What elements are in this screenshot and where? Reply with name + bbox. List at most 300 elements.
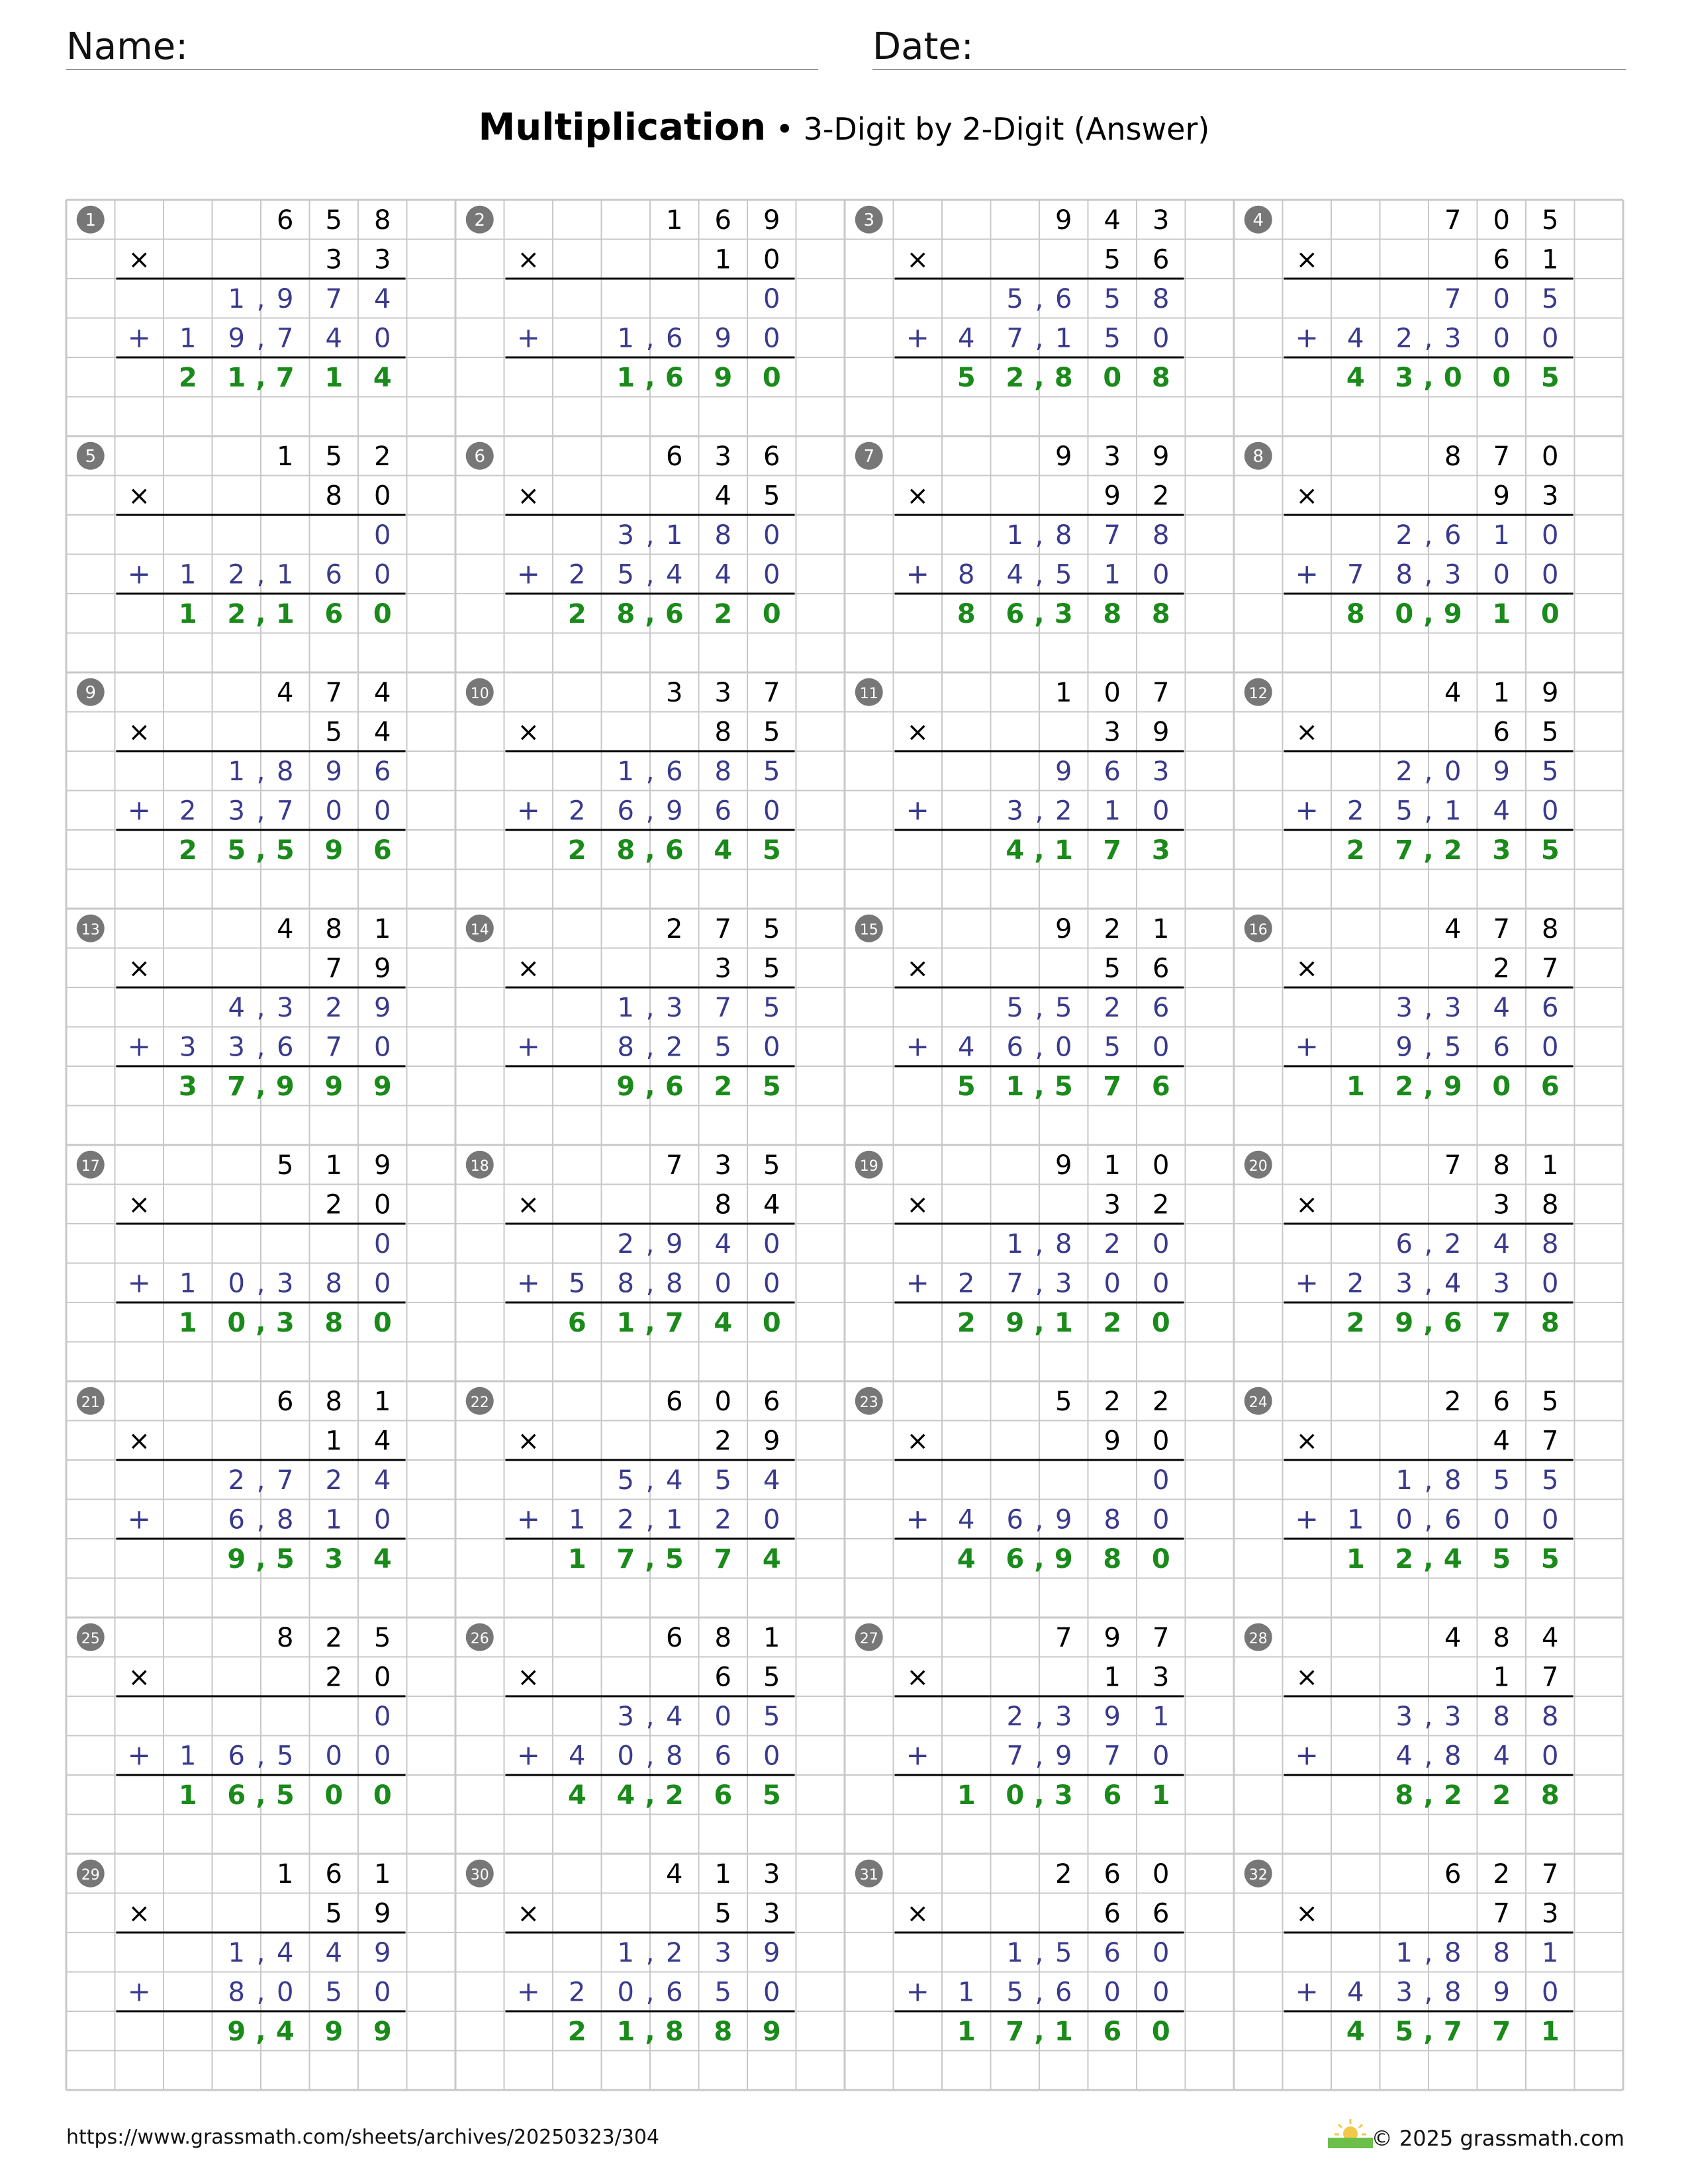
times-sign: ×	[517, 1189, 540, 1220]
partial-product-2-digit: 4	[1493, 1741, 1510, 1772]
answer-digit: 9	[1054, 1543, 1073, 1574]
multiplicand-digit: 6	[325, 1858, 342, 1889]
partial-product-1-digit: 3	[617, 1701, 634, 1732]
partial-product-2-digit: 6	[1493, 1032, 1510, 1063]
multiplicand-digit: 4	[277, 913, 294, 944]
answer-digit: 5	[762, 1071, 781, 1102]
partial-product-2-digit: 9	[1055, 1504, 1072, 1535]
multiplicand-digit: 6	[277, 205, 294, 236]
partial-product-2-digit: 3	[1395, 1977, 1413, 2008]
answer-digit: 2	[178, 835, 197, 866]
multiplicand-digit: 3	[666, 677, 683, 708]
partial-product-1-comma: ,	[645, 520, 655, 551]
partial-product-1-digit: 9	[1493, 756, 1510, 787]
partial-product-1-digit: 1	[228, 756, 245, 787]
answer-digit: 6	[665, 1071, 684, 1102]
answer-digit: 1	[1540, 2016, 1560, 2047]
partial-product-1-digit: 3	[714, 1937, 731, 1968]
partial-product-1-digit: 1	[666, 520, 683, 551]
partial-product-2-digit: 2	[1347, 796, 1364, 827]
answer-digit: 4	[1006, 835, 1025, 866]
plus-sign: +	[906, 1739, 929, 1772]
partial-product-2-comma: ,	[1424, 1977, 1433, 2008]
answer-digit: 9	[324, 2016, 344, 2047]
answer-digit: 1	[1151, 1780, 1170, 1811]
partial-product-2-digit: 4	[1347, 323, 1364, 354]
multiplier-digit: 5	[763, 953, 780, 984]
partial-product-1-digit: 0	[763, 1228, 780, 1259]
answer-digit: 0	[373, 1780, 392, 1811]
partial-product-2-digit: 2	[179, 796, 197, 827]
times-sign: ×	[128, 1662, 151, 1693]
partial-product-2-digit: 0	[1542, 796, 1559, 827]
multiplier-digit: 3	[325, 244, 342, 275]
answer-digit: 6	[665, 835, 684, 866]
problem-number: 31	[859, 1866, 878, 1884]
multiplier-digit: 2	[1152, 480, 1170, 512]
answer-comma: ,	[645, 598, 655, 629]
answer-digit: 4	[957, 1543, 976, 1574]
partial-product-2-digit: 1	[666, 1504, 683, 1535]
answer-digit: 6	[1103, 1780, 1122, 1811]
problem-number: 18	[470, 1158, 489, 1175]
multiplier-digit: 9	[763, 1426, 780, 1457]
multiplier-digit: 5	[763, 1662, 780, 1693]
multiplier-digit: 4	[374, 717, 391, 748]
multiplicand-digit: 6	[763, 1386, 780, 1417]
answer-digit: 5	[957, 1071, 976, 1102]
answer-digit: 5	[275, 1780, 295, 1811]
answer-digit: 1	[957, 1780, 976, 1811]
multiplier-digit: 2	[714, 1426, 731, 1457]
multiplier-digit: 3	[1152, 1662, 1170, 1693]
partial-product-2-comma: ,	[256, 1032, 265, 1063]
partial-product-1-digit: 0	[1444, 756, 1462, 787]
plus-sign: +	[906, 1502, 929, 1535]
problem-number: 30	[470, 1866, 489, 1884]
answer-digit: 7	[1443, 2016, 1462, 2047]
partial-product-1-digit: 3	[1395, 1701, 1413, 1732]
partial-product-2-digit: 0	[1152, 1032, 1170, 1063]
answer-comma: ,	[256, 1543, 266, 1574]
answer-digit: 4	[373, 1543, 392, 1574]
multiplicand-digit: 1	[763, 1622, 780, 1653]
answer-digit: 8	[1151, 362, 1170, 393]
partial-product-2-digit: 1	[1103, 796, 1121, 827]
partial-product-1-comma: ,	[645, 756, 655, 787]
problem-number: 8	[1252, 446, 1264, 467]
multiplicand-digit: 1	[374, 913, 391, 944]
answer-digit: 7	[1103, 1071, 1122, 1102]
answer-digit: 8	[616, 598, 635, 629]
multiplier-digit: 4	[1493, 1426, 1510, 1457]
partial-product-2-digit: 5	[1055, 559, 1072, 590]
partial-product-2-digit: 4	[714, 559, 731, 590]
multiplier-digit: 4	[714, 480, 731, 512]
partial-product-1-digit: 0	[374, 1701, 391, 1732]
partial-product-2-digit: 0	[228, 1268, 245, 1299]
partial-product-2-digit: 3	[1444, 323, 1462, 354]
partial-product-2-digit: 1	[179, 1268, 197, 1299]
plus-sign: +	[1295, 1030, 1319, 1063]
times-sign: ×	[128, 1189, 151, 1220]
partial-product-1-digit: 7	[714, 992, 731, 1023]
partial-product-1-digit: 1	[1152, 1701, 1170, 1732]
partial-product-2-digit: 4	[1395, 1741, 1413, 1772]
multiplicand-digit: 9	[1055, 913, 1072, 944]
multiplicand-digit: 6	[277, 1386, 294, 1417]
partial-product-1-digit: 2	[1395, 520, 1413, 551]
answer-digit: 3	[275, 1307, 295, 1338]
partial-product-2-digit: 4	[1444, 1268, 1462, 1299]
problem-number: 6	[474, 446, 486, 467]
partial-product-2-digit: 4	[325, 323, 342, 354]
answer-digit: 5	[957, 362, 976, 393]
answer-digit: 7	[665, 1307, 684, 1338]
partial-product-1-comma: ,	[1035, 1701, 1044, 1732]
multiplicand-digit: 5	[1055, 1386, 1072, 1417]
answer-comma: ,	[1423, 598, 1434, 629]
multiplicand-digit: 3	[714, 1150, 731, 1181]
multiplicand-digit: 2	[1103, 913, 1121, 944]
multiplier-digit: 5	[325, 717, 342, 748]
multiplier-digit: 4	[763, 1189, 780, 1220]
partial-product-1-digit: 6	[1542, 992, 1559, 1023]
multiplier-digit: 8	[714, 1189, 731, 1220]
multiplicand-digit: 4	[1542, 1622, 1559, 1653]
answer-digit: 2	[714, 598, 733, 629]
times-sign: ×	[517, 244, 540, 275]
problem-number: 4	[1252, 210, 1264, 230]
answer-digit: 9	[373, 1071, 392, 1102]
times-sign: ×	[906, 1898, 929, 1929]
partial-product-1-comma: ,	[256, 1465, 265, 1496]
answer-digit: 3	[1151, 835, 1170, 866]
partial-product-2-digit: 0	[714, 1268, 731, 1299]
multiplicand-digit: 2	[325, 1622, 342, 1653]
multiplier-digit: 6	[714, 1662, 731, 1693]
answer-digit: 7	[1006, 2016, 1025, 2047]
answer-digit: 2	[567, 2016, 586, 2047]
partial-product-1-comma: ,	[645, 1465, 655, 1496]
partial-product-2-digit: 0	[374, 796, 391, 827]
partial-product-1-digit: 1	[228, 283, 245, 314]
answer-digit: 0	[373, 598, 392, 629]
partial-product-2-digit: 0	[1103, 1268, 1121, 1299]
times-sign: ×	[1295, 717, 1319, 748]
partial-product-2-comma: ,	[1035, 559, 1044, 590]
plus-sign: +	[1295, 1739, 1319, 1772]
partial-product-2-digit: 1	[179, 1741, 197, 1772]
problem-number: 13	[81, 921, 100, 938]
answer-comma: ,	[645, 835, 655, 866]
partial-product-2-digit: 0	[325, 1741, 342, 1772]
partial-product-1-comma: ,	[256, 992, 265, 1023]
partial-product-2-comma: ,	[256, 796, 265, 827]
partial-product-2-digit: 8	[325, 1268, 342, 1299]
partial-product-1-comma: ,	[1424, 1228, 1433, 1259]
partial-product-2-comma: ,	[1035, 1977, 1044, 2008]
partial-product-1-digit: 0	[714, 1701, 731, 1732]
times-sign: ×	[128, 1426, 151, 1457]
answer-digit: 2	[1103, 1307, 1122, 1338]
partial-product-1-digit: 8	[1444, 1937, 1462, 1968]
multiplicand-digit: 4	[374, 677, 391, 708]
multiplier-digit: 6	[1493, 717, 1510, 748]
answer-digit: 3	[1492, 835, 1511, 866]
multiplier-digit: 9	[1103, 480, 1121, 512]
partial-product-2-digit: 9	[714, 323, 731, 354]
multiplicand-digit: 6	[666, 1622, 683, 1653]
partial-product-1-digit: 1	[617, 756, 634, 787]
multiplier-digit: 5	[763, 717, 780, 748]
multiplier-digit: 2	[1152, 1189, 1170, 1220]
partial-product-1-digit: 5	[714, 1465, 731, 1496]
partial-product-2-digit: 3	[277, 1268, 294, 1299]
multiplicand-digit: 8	[1542, 913, 1559, 944]
partial-product-1-comma: ,	[1424, 520, 1433, 551]
answer-digit: 9	[227, 1543, 246, 1574]
plus-sign: +	[1295, 1502, 1319, 1535]
partial-product-2-digit: 6	[1006, 1032, 1023, 1063]
multiplicand-digit: 1	[1152, 913, 1170, 944]
multiplicand-digit: 6	[763, 441, 780, 472]
partial-product-2-digit: 1	[1444, 796, 1462, 827]
partial-product-1-digit: 2	[1103, 992, 1121, 1023]
answer-digit: 8	[1346, 598, 1365, 629]
plus-sign: +	[127, 321, 151, 354]
answer-digit: 6	[1443, 1307, 1462, 1338]
multiplicand-digit: 5	[1542, 1386, 1559, 1417]
partial-product-1-digit: 8	[714, 756, 731, 787]
multiplicand-digit: 7	[325, 677, 342, 708]
partial-product-1-digit: 5	[763, 756, 780, 787]
multiplier-digit: 4	[374, 1426, 391, 1457]
multiplier-digit: 5	[325, 1898, 342, 1929]
answer-comma: ,	[1423, 835, 1434, 866]
multiplier-digit: 3	[1493, 1189, 1510, 1220]
plus-sign: +	[516, 557, 540, 590]
multiplicand-digit: 1	[1493, 677, 1510, 708]
multiplier-digit: 9	[1493, 480, 1510, 512]
problem-number: 29	[81, 1866, 100, 1884]
partial-product-1-digit: 1	[1006, 1937, 1023, 1968]
partial-product-2-digit: 6	[1444, 1504, 1462, 1535]
answer-digit: 0	[1006, 1780, 1025, 1811]
partial-product-1-digit: 8	[1055, 520, 1072, 551]
answer-digit: 0	[1492, 362, 1511, 393]
times-sign: ×	[906, 1662, 929, 1693]
partial-product-2-digit: 0	[1152, 1741, 1170, 1772]
plus-sign: +	[516, 1975, 540, 2008]
partial-product-1-comma: ,	[256, 1937, 265, 1968]
answer-digit: 7	[1492, 1307, 1511, 1338]
multiplicand-digit: 1	[714, 1858, 731, 1889]
answer-digit: 4	[1346, 2016, 1365, 2047]
partial-product-1-digit: 8	[1152, 283, 1170, 314]
partial-product-2-digit: 0	[763, 1032, 780, 1063]
multiplicand-digit: 5	[325, 441, 342, 472]
multiplicand-digit: 2	[1493, 1858, 1510, 1889]
problem-number: 32	[1248, 1866, 1268, 1884]
partial-product-2-digit: 6	[277, 1032, 294, 1063]
multiplicand-digit: 4	[666, 1858, 683, 1889]
partial-product-2-digit: 2	[666, 1032, 683, 1063]
answer-digit: 9	[324, 1071, 344, 1102]
multiplier-digit: 1	[325, 1426, 342, 1457]
partial-product-1-digit: 8	[1152, 520, 1170, 551]
partial-product-1-digit: 6	[374, 756, 391, 787]
partial-product-2-digit: 5	[277, 1741, 294, 1772]
multiplicand-digit: 8	[277, 1622, 294, 1653]
problem-number: 10	[470, 685, 489, 702]
answer-digit: 5	[1395, 2016, 1414, 2047]
answer-digit: 1	[178, 1780, 197, 1811]
answer-comma: ,	[1034, 1780, 1045, 1811]
answer-comma: ,	[1034, 1543, 1045, 1574]
answer-digit: 1	[178, 1307, 197, 1338]
partial-product-1-digit: 6	[1055, 283, 1072, 314]
multiplicand-digit: 5	[763, 913, 780, 944]
partial-product-1-digit: 2	[1444, 1228, 1462, 1259]
multiplicand-digit: 3	[714, 441, 731, 472]
partial-product-2-digit: 3	[179, 1032, 197, 1063]
partial-product-2-digit: 0	[1152, 1504, 1170, 1535]
answer-digit: 5	[275, 1543, 295, 1574]
problem-number: 1	[85, 210, 97, 230]
title-sub: • 3-Digit by 2-Digit (Answer)	[766, 111, 1210, 147]
answer-comma: ,	[645, 2016, 655, 2047]
answer-digit: 6	[665, 598, 684, 629]
multiplier-digit: 5	[763, 480, 780, 512]
answer-digit: 6	[567, 1307, 586, 1338]
multiplicand-digit: 9	[374, 1150, 391, 1181]
partial-product-1-comma: ,	[1035, 520, 1044, 551]
partial-product-1-digit: 9	[374, 1937, 391, 1968]
partial-product-1-digit: 8	[1055, 1228, 1072, 1259]
answer-digit: 5	[1054, 1071, 1073, 1102]
answer-comma: ,	[1034, 1071, 1045, 1102]
partial-product-1-digit: 4	[277, 1937, 294, 1968]
partial-product-1-digit: 2	[325, 1465, 342, 1496]
partial-product-2-comma: ,	[645, 1504, 655, 1535]
partial-product-2-digit: 6	[228, 1504, 245, 1535]
plus-sign: +	[127, 1030, 151, 1063]
multiplicand-digit: 6	[714, 205, 731, 236]
partial-product-2-comma: ,	[645, 323, 655, 354]
multiplicand-digit: 1	[374, 1386, 391, 1417]
answer-digit: 2	[1443, 835, 1462, 866]
partial-product-2-digit: 8	[617, 1268, 634, 1299]
multiplier-digit: 2	[325, 1662, 342, 1693]
partial-product-1-digit: 9	[277, 283, 294, 314]
problem-number: 15	[859, 921, 878, 938]
times-sign: ×	[1295, 244, 1319, 275]
partial-product-1-digit: 2	[325, 992, 342, 1023]
plus-sign: +	[516, 321, 540, 354]
plus-sign: +	[1295, 1266, 1319, 1299]
answer-digit: 4	[714, 835, 733, 866]
multiplicand-digit: 0	[1152, 1150, 1170, 1181]
partial-product-2-digit: 7	[1006, 1741, 1023, 1772]
partial-product-1-digit: 7	[1444, 283, 1462, 314]
partial-product-2-digit: 1	[617, 323, 634, 354]
partial-product-1-comma: ,	[645, 1701, 655, 1732]
partial-product-2-digit: 0	[1395, 1504, 1413, 1535]
answer-digit: 9	[324, 835, 344, 866]
answer-digit: 4	[714, 1307, 733, 1338]
partial-product-2-digit: 7	[277, 796, 294, 827]
multiplier-digit: 6	[1152, 1898, 1170, 1929]
answer-digit: 2	[1395, 1543, 1414, 1574]
plus-sign: +	[127, 1266, 151, 1299]
multiplier-digit: 0	[374, 1662, 391, 1693]
answer-digit: 1	[616, 2016, 635, 2047]
answer-digit: 0	[762, 1307, 781, 1338]
multiplicand-digit: 1	[277, 1858, 294, 1889]
date-label: Date:	[872, 25, 974, 68]
partial-product-2-digit: 7	[325, 1032, 342, 1063]
partial-product-2-digit: 0	[617, 1741, 634, 1772]
problem-number: 12	[1248, 685, 1268, 702]
partial-product-2-digit: 2	[958, 1268, 975, 1299]
partial-product-2-digit: 5	[1395, 796, 1413, 827]
answer-digit: 1	[1346, 1543, 1365, 1574]
partial-product-2-digit: 4	[1006, 559, 1023, 590]
multiplicand-digit: 4	[1444, 677, 1462, 708]
answer-digit: 2	[1346, 835, 1365, 866]
multiplicand-digit: 2	[1103, 1386, 1121, 1417]
answer-comma: ,	[645, 1071, 655, 1102]
answer-digit: 1	[324, 362, 344, 393]
answer-digit: 0	[1151, 2016, 1170, 2047]
partial-product-2-digit: 2	[1347, 1268, 1364, 1299]
partial-product-2-digit: 2	[569, 796, 586, 827]
problem-number: 17	[81, 1158, 100, 1175]
partial-product-2-digit: 8	[1444, 1977, 1462, 2008]
answer-digit: 5	[1540, 362, 1560, 393]
multiplier-digit: 1	[1493, 1662, 1510, 1693]
partial-product-2-digit: 0	[1493, 1504, 1510, 1535]
answer-digit: 8	[1540, 1307, 1560, 1338]
partial-product-2-digit: 0	[763, 796, 780, 827]
partial-product-1-digit: 0	[1152, 1228, 1170, 1259]
partial-product-1-digit: 5	[1542, 1465, 1559, 1496]
plus-sign: +	[1295, 557, 1319, 590]
answer-digit: 9	[714, 362, 733, 393]
partial-product-2-digit: 5	[714, 1032, 731, 1063]
partial-product-2-digit: 5	[1444, 1032, 1462, 1063]
multiplier-digit: 5	[1103, 953, 1121, 984]
partial-product-2-digit: 6	[714, 796, 731, 827]
partial-product-1-comma: ,	[645, 1228, 655, 1259]
partial-product-2-digit: 4	[958, 1032, 975, 1063]
answer-digit: 0	[1540, 598, 1560, 629]
partial-product-1-comma: ,	[1035, 1228, 1044, 1259]
multiplicand-digit: 0	[714, 1386, 731, 1417]
partial-product-2-digit: 5	[617, 559, 634, 590]
partial-product-2-comma: ,	[256, 1741, 265, 1772]
multiplicand-digit: 8	[1444, 441, 1462, 472]
multiplicand-digit: 7	[763, 677, 780, 708]
partial-product-2-comma: ,	[256, 1268, 265, 1299]
answer-digit: 9	[227, 2016, 246, 2047]
partial-product-2-digit: 0	[763, 323, 780, 354]
plus-sign: +	[516, 1502, 540, 1535]
answer-digit: 7	[1492, 2016, 1511, 2047]
multiplicand-digit: 9	[1055, 441, 1072, 472]
partial-product-1-digit: 3	[617, 520, 634, 551]
